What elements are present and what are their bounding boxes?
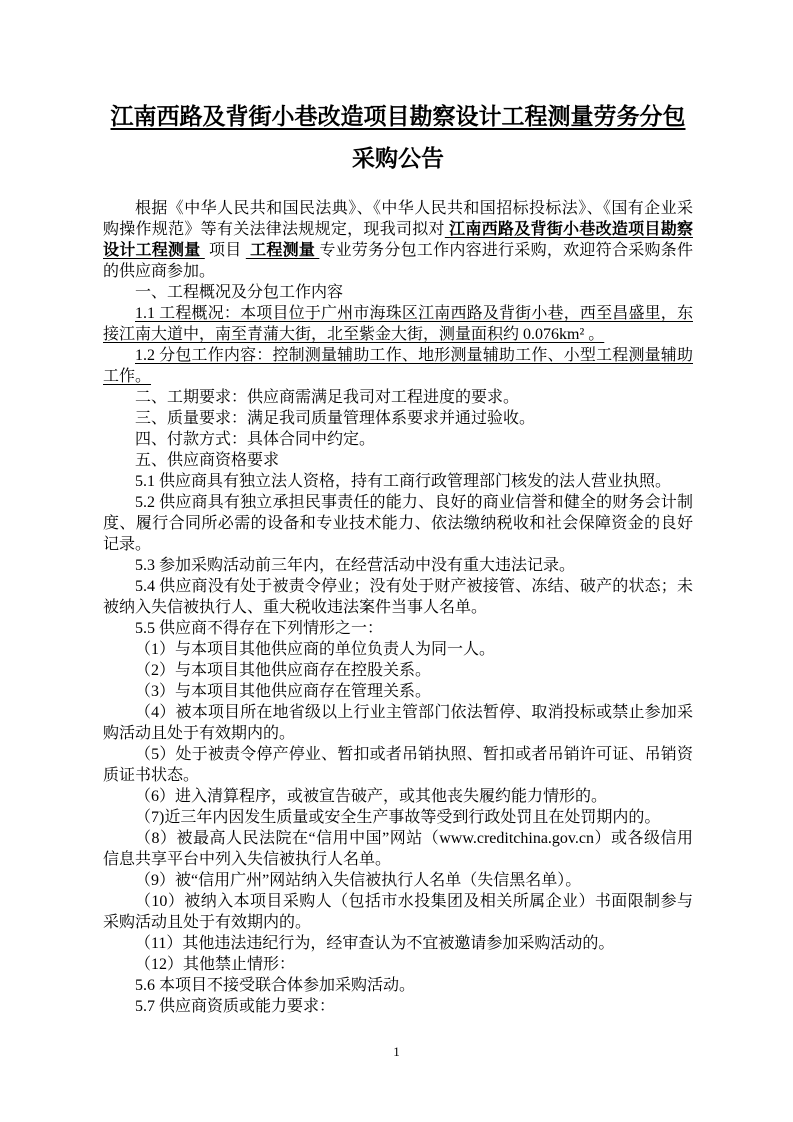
specialty-blank: 工程测量 xyxy=(245,242,320,259)
item-11: （11）其他违法违纪行为，经审查认为不宜被邀请参加采购活动的。 xyxy=(135,935,615,952)
clause-5-3: 5.3 参加采购活动前三年内，在经营活动中没有重大违法记录。 xyxy=(135,557,576,574)
item-1: （1）与本项目其他供应商的单位负责人为同一人。 xyxy=(135,641,496,658)
item-3: （3）与本项目其他供应商存在管理关系。 xyxy=(135,683,432,700)
clause-1-1-project-overview: 1.1 工程概况：本项目位于广州市海珠区江南西路及背街小巷，西至昌盛里，东接江南大道中，南至青蒲大街，北至紫金大街，测量面积约 0.076km² 。 xyxy=(103,305,693,343)
section-heading-3: 三、质量要求：满足我司质量管理体系要求并通过验收。 xyxy=(135,410,536,427)
document-body xyxy=(103,198,693,1017)
intro-paragraph xyxy=(103,198,693,282)
clause-5-4: 5.4 供应商没有处于被责令停业；没有处于财产被接管、冻结、破产的状态；未被纳入失信被执行人、重大税收违法案件当事人名单。 xyxy=(103,578,693,616)
item-4: （4）被本项目所在地省级以上行业主管部门依法暂停、取消投标或禁止参加采购活动且处于有效期内的。 xyxy=(103,704,693,742)
item-6: （6）进入清算程序，或被宣告破产，或其他丧失履约能力情形的。 xyxy=(135,788,608,805)
section-heading-4: 四、付款方式：具体合同中约定。 xyxy=(135,431,376,448)
page-number: 1 xyxy=(393,1044,400,1059)
document-title-line1 xyxy=(103,96,693,138)
clause-1-2-subcontract-scope: 1.2 分包工作内容：控制测量辅助工作、地形测量辅助工作、小型工程测量辅助工作。 xyxy=(103,347,693,385)
item-2: （2）与本项目其他供应商存在控股关系。 xyxy=(135,662,432,679)
clause-5-6: 5.6 本项目不接受联合体参加采购活动。 xyxy=(135,977,416,994)
clause-5-2: 5.2 供应商具有独立承担民事责任的能力、良好的商业信誉和健全的财务会计制度、履行合同所必需的设备和专业技术能力、依法缴纳税收和社会保障资金的良好记录。 xyxy=(103,494,693,553)
project-name-blank: 江南西路及背街小巷改造项目勘察设计工程测量 xyxy=(103,221,693,259)
section-heading-1: 一、工程概况及分包工作内容 xyxy=(135,284,344,301)
intro-text-post: 专业劳务分包工作内容进行采购，欢迎符合采购条件的供应商参加。 xyxy=(103,242,693,280)
item-5: （5）处于被责令停产停业、暂扣或者吊销执照、暂扣或者吊销许可证、吊销资质证书状态。 xyxy=(103,746,693,784)
intro-text-pre: 根据《中华人民共和国民法典》、《中华人民共和国招标投标法》、《国有企业采购操作规范》等有关法律法规规定，现我司拟对 xyxy=(103,200,693,238)
document-title-text: 江南西路及背街小巷改造项目勘察设计工程测量劳务分包 xyxy=(110,104,686,129)
clause-5-5: 5.5 供应商不得存在下列情形之一： xyxy=(135,620,384,637)
item-9: （9）被“信用广州”网站纳入失信被执行人名单（失信黑名单）。 xyxy=(135,872,582,889)
item-10: （10）被纳入本项目采购人（包括市水投集团及相关所属企业）书面限制参与采购活动且处于有效期内的。 xyxy=(103,893,693,931)
section-heading-5: 五、供应商资格要求 xyxy=(135,452,280,469)
item-12: （12）其他禁止情形： xyxy=(135,956,296,973)
section-heading-2: 二、工期要求：供应商需满足我司对工程进度的要求。 xyxy=(135,389,520,406)
item-8: （8）被最高人民法院在“信用中国”网站（www.creditchina.gov.cn）或各级信用信息共享平台中列入失信被执行人名单。 xyxy=(103,830,693,868)
clause-5-1: 5.1 供应商具有独立法人资格，持有工商行政管理部门核发的法人营业执照。 xyxy=(135,473,672,490)
clause-5-7: 5.7 供应商资质或能力要求： xyxy=(135,998,336,1015)
item-7: （7)近三年内因发生质量或安全生产事故等受到行政处罚且在处罚期内的。 xyxy=(135,809,661,826)
document-title-line2: 采购公告 xyxy=(352,146,444,171)
intro-text-mid: 项目 xyxy=(204,242,246,259)
